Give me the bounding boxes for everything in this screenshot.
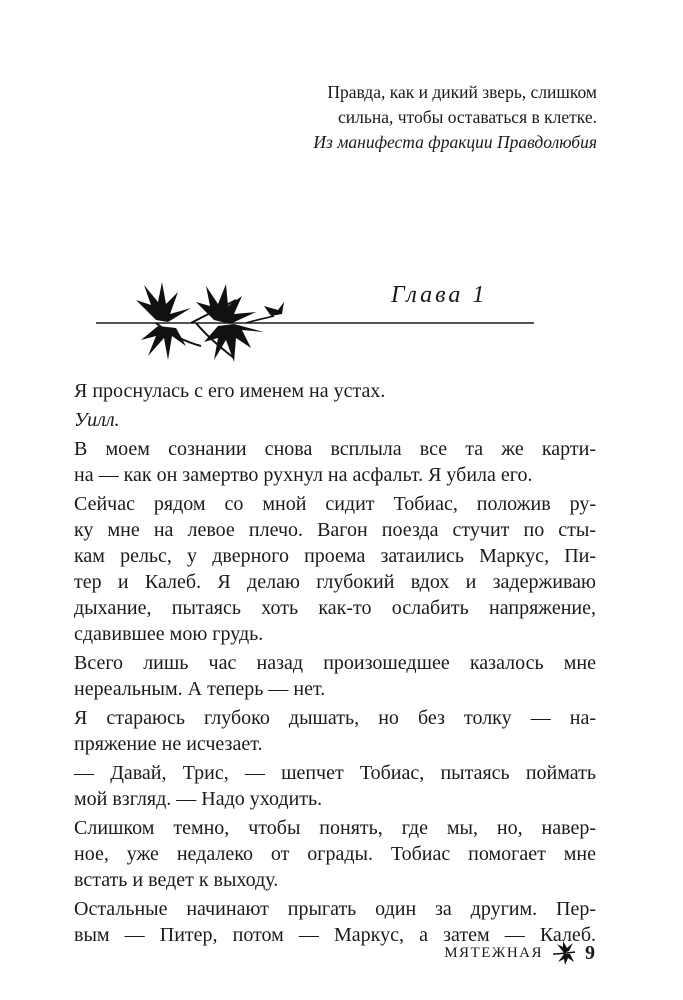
text-line: встать и ведет к выходу.	[74, 869, 279, 891]
paragraph	[74, 760, 596, 812]
paragraph	[74, 705, 596, 757]
text-line: Уилл.	[74, 409, 120, 431]
paragraph	[74, 407, 596, 433]
paragraph	[74, 650, 596, 702]
page-number: 9	[585, 941, 595, 964]
text-line: нереальным. А теперь — нет.	[74, 678, 326, 700]
epigraph-line-1: Правда, как и дикий зверь, слишком	[327, 82, 597, 102]
text-line: ку мне на левое плечо. Вагон поезда стучит по сты-	[74, 519, 596, 541]
paragraph	[74, 491, 596, 647]
page-footer	[444, 938, 595, 968]
epigraph-line-2: сильна, чтобы оставаться в клетке.	[338, 107, 597, 127]
text-line: ное, уже недалеко от ограды. Тобиас помогает мне	[74, 843, 596, 865]
text-line: Слишком темно, чтобы понять, где мы, но, навер-	[74, 817, 596, 839]
text-line: мой взгляд. — Надо уходить.	[74, 788, 323, 810]
chapter-header	[96, 280, 536, 370]
running-title: МЯТЕЖНАЯ	[444, 944, 543, 961]
text-line: — Давай, Трис, — шепчет Тобиас, пытаясь поймать	[74, 762, 596, 784]
text-line: дыхание, пытаясь хоть как-то ослабить напряжение,	[74, 597, 596, 619]
text-line: Я проснулась с его именем на устах.	[74, 380, 386, 402]
paragraph	[74, 378, 596, 404]
chapter-title: Глава 1	[391, 282, 488, 308]
text-line: Остальные начинают прыгать один за другим. Пер-	[74, 898, 596, 920]
text-line: на — как он замертво рухнул на асфальт. Я убила его.	[74, 464, 533, 486]
text-line: пряжение не исчезает.	[74, 733, 263, 755]
text-line: кам рельс, у дверного проема затаились Маркус, Пи-	[74, 545, 596, 567]
text-line: Сейчас рядом со мной сидит Тобиас, положив ру-	[74, 493, 596, 515]
text-line: тер и Калеб. Я делаю глубокий вдох и задерживаю	[74, 571, 596, 593]
paragraph	[74, 815, 596, 893]
text-line: сдавившее мою грудь.	[74, 623, 264, 645]
paragraph	[74, 436, 596, 488]
body-text	[74, 378, 596, 951]
text-line: В моем сознании снова всплыла все та же карти-	[74, 438, 596, 460]
text-line: вым — Питер, потом — Маркус, а затем — Калеб.	[74, 924, 596, 946]
epigraph	[237, 80, 597, 155]
text-line: Я стараюсь глубоко дышать, но без толку — на-	[74, 707, 596, 729]
text-line: Всего лишь час назад произошедшее казалось мне	[74, 652, 596, 674]
epigraph-source: Из манифеста фракции Правдолюбия	[313, 132, 597, 152]
leaf-sprig-icon	[551, 940, 577, 966]
